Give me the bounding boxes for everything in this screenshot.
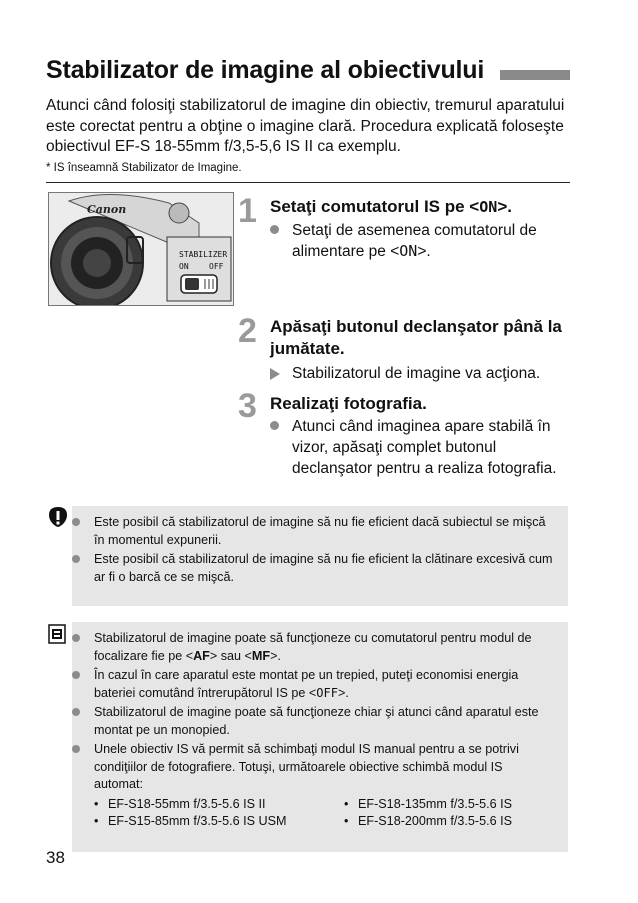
intro-text: Atunci când folosiţi stabilizatorul de imagine din obiectiv, tremurul aparatului este corectat pentru a obţine o imagine clară. Procedura explicată foloseşte obiectivul EF-S 18-55mm f/3,5-5,6 IS II ca exemplu. — [46, 97, 565, 155]
caution-box: Este posibil că stabilizatorul de imagine să nu fie eficient dacă subiectul se mişcă în momentul expunerii. Este posibil că stabilizatorul de imagine să nu fie eficient la clătinare excesivă cum ar fi o barcă ce se mişcă. — [72, 506, 568, 606]
page-title: Stabilizator de imagine al obiectivului — [46, 56, 485, 84]
note-auto-is: Unele obiectiv IS vă permit să schimbaţi modul IS manual pentru a se potrivi condiţiilor de fotografiere. Totuşi, următoarele obiective schimbă modul IS automat: — [94, 742, 519, 791]
on-label: ON — [179, 262, 189, 271]
step-2-number: 2 — [238, 312, 257, 350]
intro-paragraph — [46, 96, 586, 158]
bullet-dot-icon — [72, 555, 80, 563]
page-number: 38 — [46, 848, 65, 867]
step-3-body: Atunci când imaginea apare stabilă în vizor, apăsaţi complet butonul declanşator pentru a realiza fotografia. — [270, 416, 570, 479]
step-3-title: Realizaţi fotografia. — [270, 394, 427, 413]
bullet-dot-icon — [72, 745, 80, 753]
title-accent-bar — [500, 70, 570, 80]
lens-model-list — [72, 796, 568, 831]
list-item: • EF-S15-85mm f/3.5-5.6 IS USM — [94, 814, 287, 828]
off-label: OFF — [209, 262, 224, 271]
step-3-number: 3 — [238, 387, 257, 425]
bullet-dot-icon — [72, 671, 80, 679]
brand-text: Canon — [87, 203, 127, 216]
camera-illustration — [49, 193, 233, 305]
list-item: • EF-S18-200mm f/3.5-5.6 IS — [344, 814, 512, 828]
divider — [46, 182, 570, 183]
camera-lens-photo — [48, 192, 234, 306]
caution-icon — [48, 506, 68, 528]
bullet-dot-icon — [270, 225, 279, 234]
footnote: * IS înseamnă Stabilizator de Imagine. — [46, 162, 242, 174]
step-2-body: Stabilizatorul de imagine va acţiona. — [270, 363, 570, 384]
list-item: • EF-S18-55mm f/3.5-5.6 IS II — [94, 796, 266, 811]
step-1-body: Setaţi de asemenea comutatorul de alimentare pe <ON>. — [270, 220, 570, 262]
step-2-title: Apăsaţi butonul declanşator până la jumătate. — [270, 317, 562, 358]
note-monopod: Stabilizatorul de imagine poate să funcţioneze chiar şi atunci când aparatul este montat pe un monopied. — [94, 705, 539, 737]
note-focus-mode: Stabilizatorul de imagine poate să funcţioneze cu comutatorul pentru modul de focalizare fie pe <AF> sau <MF>. — [94, 631, 532, 663]
note-tripod: În cazul în care aparatul este montat pe un trepied, puteţi economisi energia bateriei comutând întrerupătorul IS pe <OFF>. — [94, 668, 519, 700]
notes-box — [72, 622, 568, 852]
list-item: • EF-S18-135mm f/3.5-5.6 IS — [344, 796, 512, 811]
step-1-number: 1 — [238, 192, 257, 230]
bullet-dot-icon — [72, 708, 80, 716]
bullet-dot-icon — [270, 421, 279, 430]
stabilizer-label: STABILIZER — [179, 250, 228, 259]
bullet-dot-icon — [72, 634, 80, 642]
step-1-title: Setaţi comutatorul IS pe <ON>. — [270, 197, 512, 216]
bullet-dot-icon — [72, 518, 80, 526]
memo-icon — [48, 624, 66, 644]
result-arrow-icon — [270, 368, 280, 380]
